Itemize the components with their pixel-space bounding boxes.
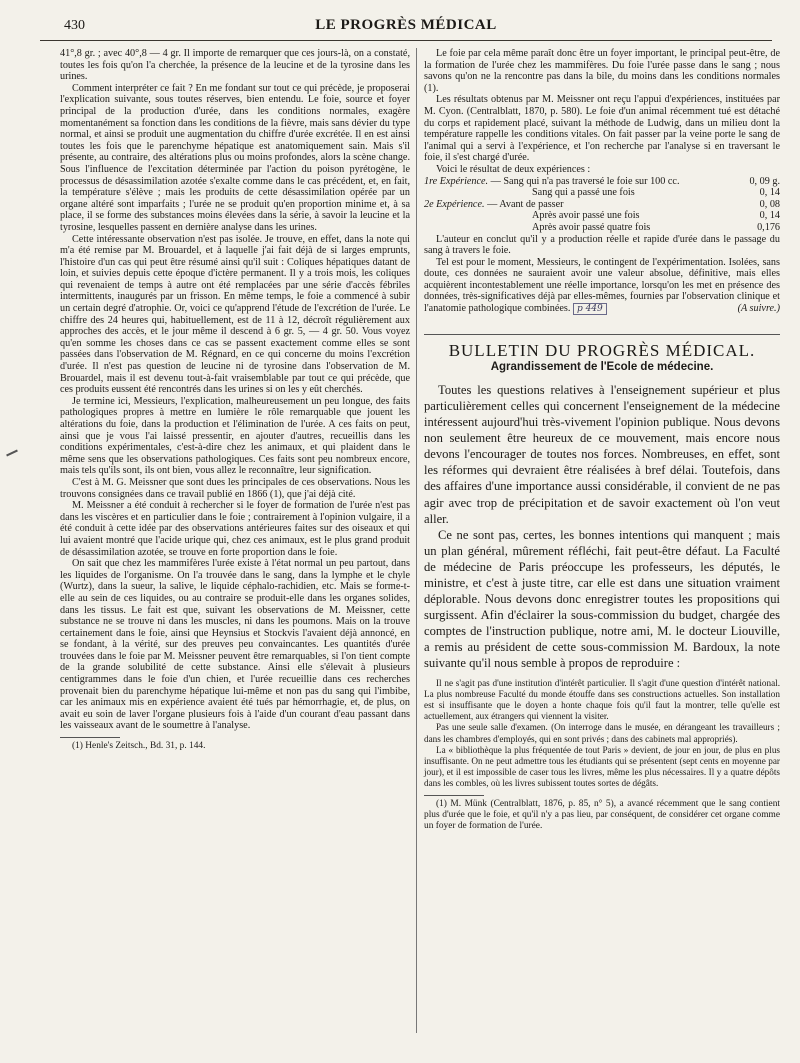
paragraph: 41°,8 gr. ; avec 40°,8 — 4 gr. Il importe de remarquer que ces jours-là, on a constaté, toutes les fois qu'on l'a cherchée, la présence de la leucine et de la tyrosine dans les urines.: [60, 48, 410, 83]
left-column: [60, 48, 410, 752]
running-title: LE PROGRÈS MÉDICAL: [315, 17, 497, 33]
experiment-value: 0, 08: [759, 198, 780, 210]
margin-pencil-mark: [6, 450, 18, 457]
right-column: [424, 48, 780, 832]
experiment-label: 1re Expérience. — Sang qui n'a pas traversé le foie sur 100 cc.: [424, 175, 680, 187]
experiment-desc: Après avoir passé une fois: [532, 210, 640, 222]
experiment-results-table: [424, 176, 780, 234]
paragraph: La « bibliothèque la plus fréquentée de tout Paris » devient, de jour en jour, de plus en plus insuffisante. On ne peut admettre tous les étudiants qui se présentent (sept cents en moyenne par jour), et il est impossible de caser tous les livres, même les plus nécessaires. Il y a quatre dépôts dans les combles, où les livres subissent toutes sortes de dégâts.: [424, 744, 780, 789]
experiment-desc: Sang qui a passé une fois: [532, 187, 635, 199]
paragraph: Tel est pour le moment, Messieurs, le contingent de l'expérimentation. Isolées, sans doute, ces données ne sauraient avoir une valeur absolue, définitive, mais elles acquièrent incontestablement une réelle importance, lorsqu'on les met en présence des données, très-significatives déjà par elles-mêmes, fournies par l'observation clinique et l'anatomie pathologique combinées. p 449 (A suivre.): [424, 256, 780, 315]
paragraph: Toutes les questions relatives à l'enseignement supérieur et plus particulièrement celles qui concernent l'enseignement de la médecine intéressent aujourd'hui très-vivement l'opinion publique. Nous devons non seulement être heureux de ce mouvement, mais encore nous devons l'encourager de toutes nos forces. Nombreuses, en effet, sont les réformes qui devraient être réalisées à bref délai. Toutefois, dans des affaires d'une importance aussi considérable, il convient de ne pas agir avec trop de précipitation et de savoir exactement où l'on veut aller.: [424, 382, 780, 526]
footnote-divider: [424, 795, 484, 796]
bulletin-body: [424, 382, 780, 672]
paragraph: Je termine ici, Messieurs, l'explication, malheureusement un peu longue, des faits pathologiques propres à mettre en lumière le rôle remarquable que jouent les altérations du foie, dans la production et l'élimination de l'urée. A ces faits on peut, ainsi que je vous l'ai laissé pressentir, en ajouter d'autres, recueillis dans les conditions expérimentales, c'est-à-dire chez les animaux, et qui plaident dans le même sens que les observations pathologiques. Ces faits sont peu nombreux encore, mais tels qu'ils sont, ils ont bien, vous allez le reconnaître, leur signification.: [60, 395, 410, 477]
table-row: [424, 199, 780, 211]
handwritten-annotation: p 449: [573, 303, 607, 315]
paragraph: M. Meissner a été conduit à rechercher si le foyer de formation de l'urée n'est pas dans les viscères et en particulier dans le foie ; contrairement à l'opinion vulgaire, il a été conduit à cette idée par des observations antérieures faites sur des oiseaux et qui lui avaient montré que l'acide urique qui, chez ces animaux, est le plus grand produit de désassimilation azotée, se trouve en forte proportion dans le foie.: [60, 500, 410, 558]
paragraph: C'est à M. G. Meissner que sont dues les principales de ces observations. Nous les trouvons consignées dans ce travail publié en 1866 (1), que j'ai déjà cité.: [60, 476, 410, 500]
to-be-continued: (A suivre.): [737, 303, 780, 315]
paragraph: Pas une seule salle d'examen. (On interroge dans le musée, en dérangeant les travailleurs ; dans les chambres d'employés, qui en sont privés ; dans des cabinets mal appropriés).: [424, 722, 780, 744]
quoted-note: [424, 678, 780, 790]
paragraph: Comment interpréter ce fait ? En me fondant sur tout ce qui précède, je proposerai l'explication suivante, sous toutes réserves, bien entendu. Le foie, source et foyer principal de la production d'urée, dans les conditions normales, exagère momentanément sa fonction dans les conditions de la fièvre, mais sans dévier du type normal, et ainsi se produit une augmentation du chiffre d'urée excrétée. Il en est ainsi toutes les fois que le parenchyme hépatique est anatomiquement sain. Mais s'il présente, au contraire, des altérations plus ou moins profondes, alors la scène change. Sous l'influence de l'excitation déterminée par l'action du poison pyrétogène, le processus de désassimilation azotée s'exalte comme dans le cas précédent, et, en fait, la température s'élève ; mais les produits de cette désassimilation opérée par un organe altéré sont imparfaits ; l'urée ne se produit qu'en proportion minime et, à sa place, il se forme des substances moins élevées dans la série, à savoir la leucine et la tyrosine, lesquelles passent en dernière analyse dans les urines.: [60, 82, 410, 233]
table-row: [424, 176, 780, 188]
experiment-label: 2e Expérience. — Avant de passer: [424, 198, 564, 210]
paragraph: Le foie par cela même paraît donc être un foyer important, le principal peut-être, de la formation de l'urée chez les mammifères. Du foie l'urée passe dans le sang ; nous savons qu'on ne la rencontre pas dans la bile, du moins dans les conditions normales (1).: [424, 48, 780, 94]
experiment-value: 0, 09 g.: [749, 175, 780, 187]
footnote: (1) M. Münk (Centralblatt, 1876, p. 85, n° 5), a avancé récemment que le sang contient plus d'urée que le foie, et qu'il n'y a pas lieu, par conséquent, de considérer cet organe comme un foyer de formation de l'urée.: [424, 798, 780, 831]
page-number: 430: [64, 18, 85, 33]
paragraph: Cette intéressante observation n'est pas isolée. Je trouve, en effet, dans la note qui m'a été remise par M. Brouardel, et à laquelle j'ai fait déjà de si larges emprunts, l'histoire d'un cas qui peut être résumé ainsi qu'il suit : Coliques hépatiques datant de loin, et suivies depuis cette époque d'ictère permanent. Il y a trois mois, les coliques qui revenaient de temps à autre ont été remplacées par une série d'accès fébriles intermittents, inaugurés par un frisson. En même temps, le foie a commencé à subir un certain degré d'atrophie. Or, voici ce qu'apprend l'étude de l'excrétion de l'urée. Le chiffre des 24 heures qui, habituellement, est de 11 à 12, décroît régulièrement aux approches des accès, et le jour même il descend à 6 gr. 5, — 4 gr. 50. Vous voyez qu'en somme les choses dans ce cas se passent exactement comme elles se sont passées dans l'observation de M. Régnard, en ce qui concerne du moins l'excrétion d'urée. Il n'est pas question de leucine ni de tyrosine dans l'observation de M. Brouardel, mais il est devenu tout-à-fait vraisemblable par tout ce qui précède, que ces produits eussent été rencontrés dans les urines si on les y eût cherchés.: [60, 233, 410, 396]
paragraph: Ce ne sont pas, certes, les bonnes intentions qui manquent ; mais un plan général, mûrement réfléchi, fait peut-être défaut. La Faculté de médecine de Paris préoccupe les professeurs, les députés, le ministre, et c'est à juste titre, car elle est dans une situation vraiment déplorable. Nous devons donc enregistrer toutes les propositions qui surgissent. Afin d'éclairer la sous-commission du budget, chargée des comptes de l'instruction publique, notre ami, M. le docteur Liouville, a remis au président de cette sous-commission M. Bardoux, la note suivante qu'il nous semble à propos de reproduire :: [424, 527, 780, 671]
column-divider: [416, 48, 417, 1033]
table-row: [424, 210, 780, 222]
experiment-desc: Après avoir passé quatre fois: [532, 221, 651, 233]
table-row: [424, 187, 780, 199]
experiment-value: 0,176: [757, 221, 780, 233]
bulletin-subtitle: Agrandissement de l'Ecole de médecine.: [490, 361, 714, 374]
experiment-value: 0, 14: [759, 210, 780, 222]
paragraph: On sait que chez les mammifères l'urée existe à l'état normal un peu partout, dans les liquides de l'organisme. On l'a trouvée dans le sang, dans la lymphe et le chyle (Wurtz), dans la sueur, la salive, le liquide céphalo-rachidien, etc. Mais se forme-t-elle au sein de ces liquides, ou au contraire se produit-elle dans les organes solides, dans les tissus. Le fait est que, suivant les observations de M. Meissner, cette substance ne se trouve ni dans les muscles, ni dans les poumons. Mais on la trouve certainement dans le foie, ainsi que Heynsius et Stockvis l'avaient déjà annoncé, en se fondant, à la vérité, sur des preuves peu convaincantes. Les quantités d'urée trouvées dans le foie par M. Meissner peuvent être remarquables, si l'on tient compte de la grande solubilité de cette substance. Ainsi elle s'élevait à plusieurs centigrammes dans le foie d'un chien, et l'urée recueillie dans ces recherches provenait bien du parenchyme hépatique lui-même et non pas du sang qui l'imbibe, car les animaux mis en expérience avaient été tués par hémorrhagie, et, de plus, on avait eu soin de laver l'organe plusieurs fois à l'aide d'un courant d'eau passant dans les vaisseaux avant de le soumettre à l'analyse.: [60, 558, 410, 732]
paragraph: Voici le résultat de deux expériences :: [436, 163, 591, 175]
page-header: [40, 14, 772, 41]
experiment-value: 0, 14: [759, 187, 780, 199]
paragraph: L'auteur en conclut qu'il y a production réelle et rapide d'urée dans le passage du sang à travers le foie.: [424, 233, 780, 257]
bulletin-title: BULLETIN DU PROGRÈS MÉDICAL.: [424, 334, 780, 357]
paragraph: Les résultats obtenus par M. Meissner ont reçu l'appui d'expériences, instituées par M. Cyon. (Centralblatt, 1870, p. 580). Le foie d'un animal récemment tué est détaché du corps et rapidement placé, suivant la méthode de Ludwig, dans un milieu dont la température rappelle les conditions vitales. On fait passer par la veine porte le sang de l'animal qui a servi à l'expérience, et l'on recherche par l'analyse si en traversant le foie, il s'est chargé d'urée.: [424, 94, 780, 164]
footnote-divider: [60, 737, 120, 738]
paragraph: Il ne s'agit pas d'une institution d'intérêt particulier. Il s'agit d'une question d'intérêt national. La plus nombreuse Faculté du monde étouffe dans ses constructions actuelles. Son installation est si insuffisante que le doyen a honte chaque fois qu'il faut la montrer, telle qu'elle est actuellement, aux étrangers qui viennent la visiter.: [424, 677, 780, 722]
table-row: [424, 222, 780, 234]
footnote: (1) Henle's Zeitsch., Bd. 31, p. 144.: [72, 741, 206, 752]
